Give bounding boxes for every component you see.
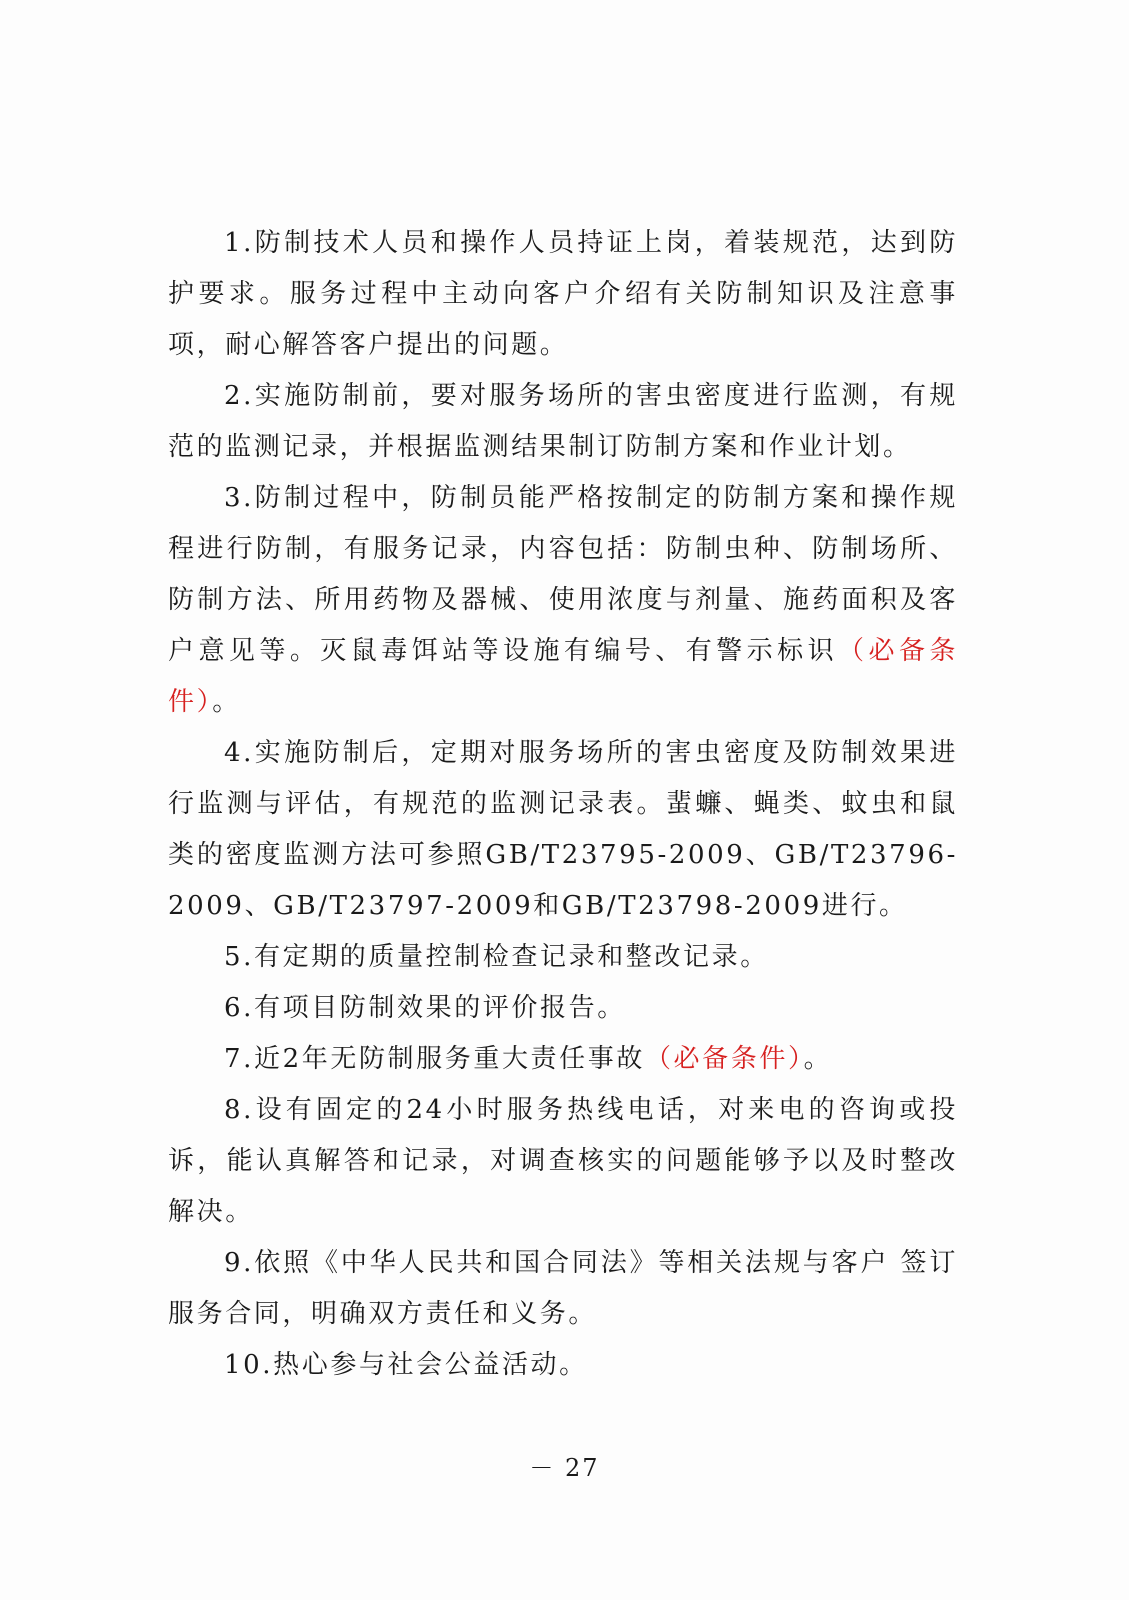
list-item-1 [168,218,958,371]
list-item-3 [168,473,958,728]
item-10-text: 10.热心参与社会公益活动。 [224,1350,588,1380]
list-item-6 [168,983,958,1034]
item-3-text: 3.防制过程中，防制员能严格按制定的防制方案和操作规程进行防制，有服务记录，内容包括：防制虫种、防制场所、防制方法、所用药物及器械、使用浓度与剂量、施药面积及客户意见等。灭鼠毒饵站等设施有编号、有警示标识 [168,483,958,666]
list-item-4 [168,728,958,932]
required-condition-note: （必备条件） [168,636,958,717]
item-3-tail: 。 [212,687,241,717]
item-9-text: 9.依照《中华人民共和国合同法》等相关法规与客户 签订服务合同，明确双方责任和义务。 [168,1248,958,1329]
item-2-text: 2.实施防制前，要对服务场所的害虫密度进行监测，有规范的监测记录，并根据监测结果制订防制方案和作业计划。 [168,381,958,462]
item-8-text: 8.设有固定的24小时服务热线电话，对来电的咨询或投诉，能认真解答和记录，对调查核实的问题能够予以及时整改解决。 [168,1095,958,1227]
item-7-tail: 。 [803,1044,833,1074]
item-4-text: 4.实施防制后，定期对服务场所的害虫密度及防制效果进行监测与评估，有规范的监测记录表。蜚蠊、蝇类、蚊虫和鼠类的密度监测方法可参照GB/T23795-2009、GB/T23796-2009、GB/T23797-2009和GB/T23798-2009进行。 [168,738,958,921]
item-1-text: 1.防制技术人员和操作人员持证上岗，着装规范，达到防护要求。服务过程中主动向客户介绍有关防制知识及注意事项，耐心解答客户提出的问题。 [168,228,958,360]
document-body [168,218,958,1391]
list-item-10 [168,1340,958,1391]
list-item-8 [168,1085,958,1238]
list-item-9 [168,1238,958,1340]
page-number: － 27 [529,1454,600,1482]
required-condition-note: （必备条件） [644,1044,804,1074]
item-6-text: 6.有项目防制效果的评价报告。 [224,993,626,1023]
item-5-text: 5.有定期的质量控制检查记录和整改记录。 [224,942,769,972]
item-7-text: 7.近2年无防制服务重大责任事故 [224,1044,645,1074]
list-item-2 [168,371,958,473]
list-item-7 [168,1034,958,1085]
list-item-5 [168,932,958,983]
